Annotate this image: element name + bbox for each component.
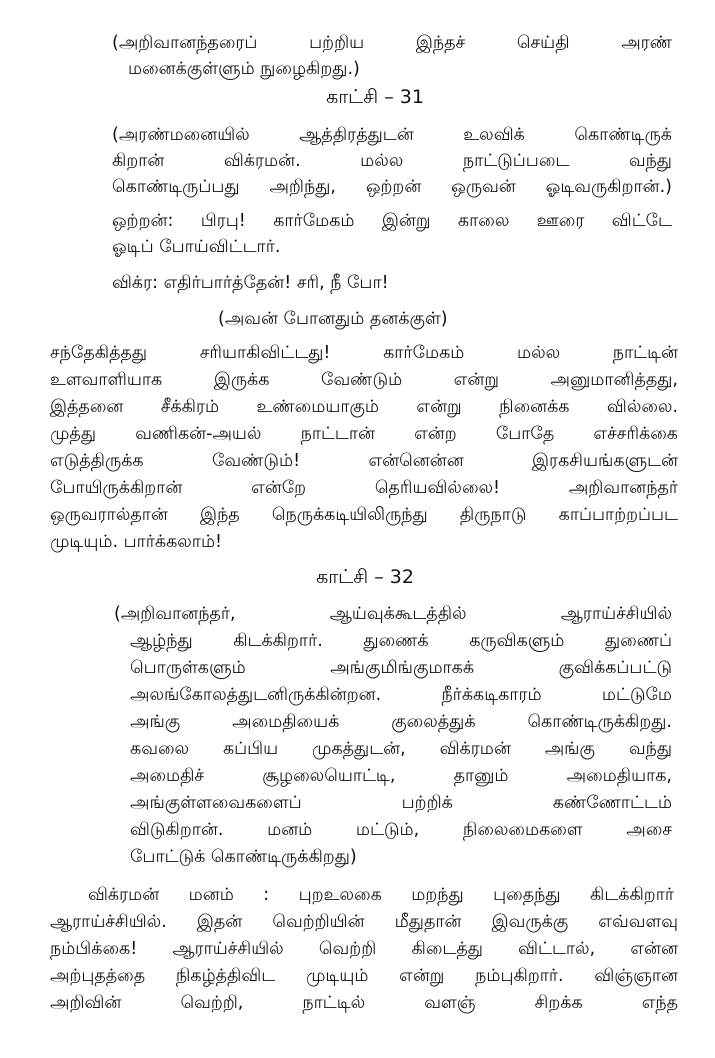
monologue-line-8: முடியும். பார்க்கலாம்! bbox=[50, 532, 223, 552]
scene-32-stage-line-4: அலங்கோலத்துடனிருக்கின்றன. நீர்க்கடிகாரம் மட்டுமே bbox=[130, 685, 672, 705]
monologue-line-7: ஒருவரால்தான் இந்த நெருக்கடியிலிருந்து திருநாடு காப்பாற்றப்பட bbox=[50, 505, 678, 525]
scene-32-heading: காட்சி – 32 bbox=[316, 566, 414, 588]
scene-32-stage-line-8: அங்குள்ளவைகளைப் பற்றிக் கண்ணோட்டம் bbox=[130, 793, 672, 813]
vikra-dialogue: விக்ர: எதிர்பார்த்தேன்! சரி, நீ போ! bbox=[112, 273, 389, 293]
monologue-line-3: இத்தனை சீக்கிரம் உண்மையாகும் என்று நினைக்க வில்லை. bbox=[50, 397, 678, 417]
scene-31-heading: காட்சி – 31 bbox=[326, 86, 424, 108]
scene-32-stage-line-7: அமைதிச் சூழலையொட்டி, தானும் அமைதியாக, bbox=[130, 766, 672, 786]
closing-line-1: விக்ரமன் மனம் : புறஉலகை மறந்து புதைந்து கிடக்கிறார் bbox=[88, 885, 674, 905]
closing-line-2: ஆராய்ச்சியில். இதன் வெற்றியின் மீதுதான் இவருக்கு எவ்வளவு bbox=[50, 912, 678, 932]
closing-line-4: அற்புதத்தை நிகழ்த்திவிட முடியும் என்று நம்புகிறார். விஞ்ஞான bbox=[50, 966, 678, 986]
scene-31-stage-line-2: கிறான் விக்ரமன். மல்ல நாட்டுப்படை வந்து bbox=[112, 151, 672, 171]
monologue-line-5: எடுத்திருக்க வேண்டும்! என்னென்ன இரகசியங்களுடன் bbox=[50, 451, 678, 471]
spy-dialogue-line-1: ஒற்றன்: பிரபு! கார்மேகம் இன்று காலை ஊரை விட்டே bbox=[112, 211, 672, 231]
scene-32-stage-line-9: விடுகிறான். மனம் மட்டும், நிலைமைகளை அசை bbox=[130, 820, 672, 840]
monologue-line-6: போயிருக்கிறான் என்றே தெரியவில்லை! அறிவானந்தர் bbox=[50, 478, 678, 498]
scene-32-stage-line-1: (அறிவானந்தர், ஆய்வுக்கூடத்தில் ஆராய்ச்சியில் bbox=[114, 604, 672, 624]
scene-32-stage-line-10: போட்டுக் கொண்டிருக்கிறது) bbox=[130, 847, 357, 867]
aside-direction: (அவன் போனதும் தனக்குள்) bbox=[218, 309, 448, 329]
spy-dialogue-line-2: ஓடிப் போய்விட்டார். bbox=[112, 237, 281, 257]
monologue-line-1: சந்தேகித்தது சரியாகிவிட்டது! கார்மேகம் மல்ல நாட்டின் bbox=[50, 343, 678, 363]
intro-line-2: மனைக்குள்ளும் நுழைகிறது.) bbox=[128, 59, 360, 79]
scene-32-stage-line-2: ஆழ்ந்து கிடக்கிறார். துணைக் கருவிகளும் துணைப் bbox=[130, 631, 672, 651]
scene-31-stage-line-3: கொண்டிருப்பது அறிந்து, ஒற்றன் ஒருவன் ஓடிவருகிறான்.) bbox=[112, 177, 672, 197]
closing-line-5: அறிவின் வெற்றி, நாட்டில் வளஞ் சிறக்க எந்த bbox=[50, 993, 678, 1013]
scene-32-stage-line-3: பொருள்களும் அங்குமிங்குமாகக் குவிக்கப்பட்டு bbox=[130, 658, 672, 678]
scene-32-stage-line-6: கவலை கப்பிய முகத்துடன், விக்ரமன் அங்கு வந்து bbox=[130, 739, 672, 759]
scene-31-stage-line-1: (அரண்மனையில் ஆத்திரத்துடன் உலவிக் கொண்டிருக் bbox=[112, 125, 672, 145]
monologue-line-4: முத்து வணிகன்-அயல் நாட்டான் என்ற போதே எச்சரிக்கை bbox=[50, 424, 678, 444]
closing-line-3: நம்பிக்கை! ஆராய்ச்சியில் வெற்றி கிடைத்து விட்டால், என்ன bbox=[50, 939, 678, 959]
monologue-line-2: உளவாளியாக இருக்க வேண்டும் என்று அனுமானித்தது, bbox=[50, 370, 678, 390]
intro-line-1: (அறிவானந்தரைப் பற்றிய இந்தச் செய்தி அரண் bbox=[112, 33, 672, 53]
scene-32-stage-line-5: அங்கு அமைதியைக் குலைத்துக் கொண்டிருக்கிறது. bbox=[130, 712, 672, 732]
